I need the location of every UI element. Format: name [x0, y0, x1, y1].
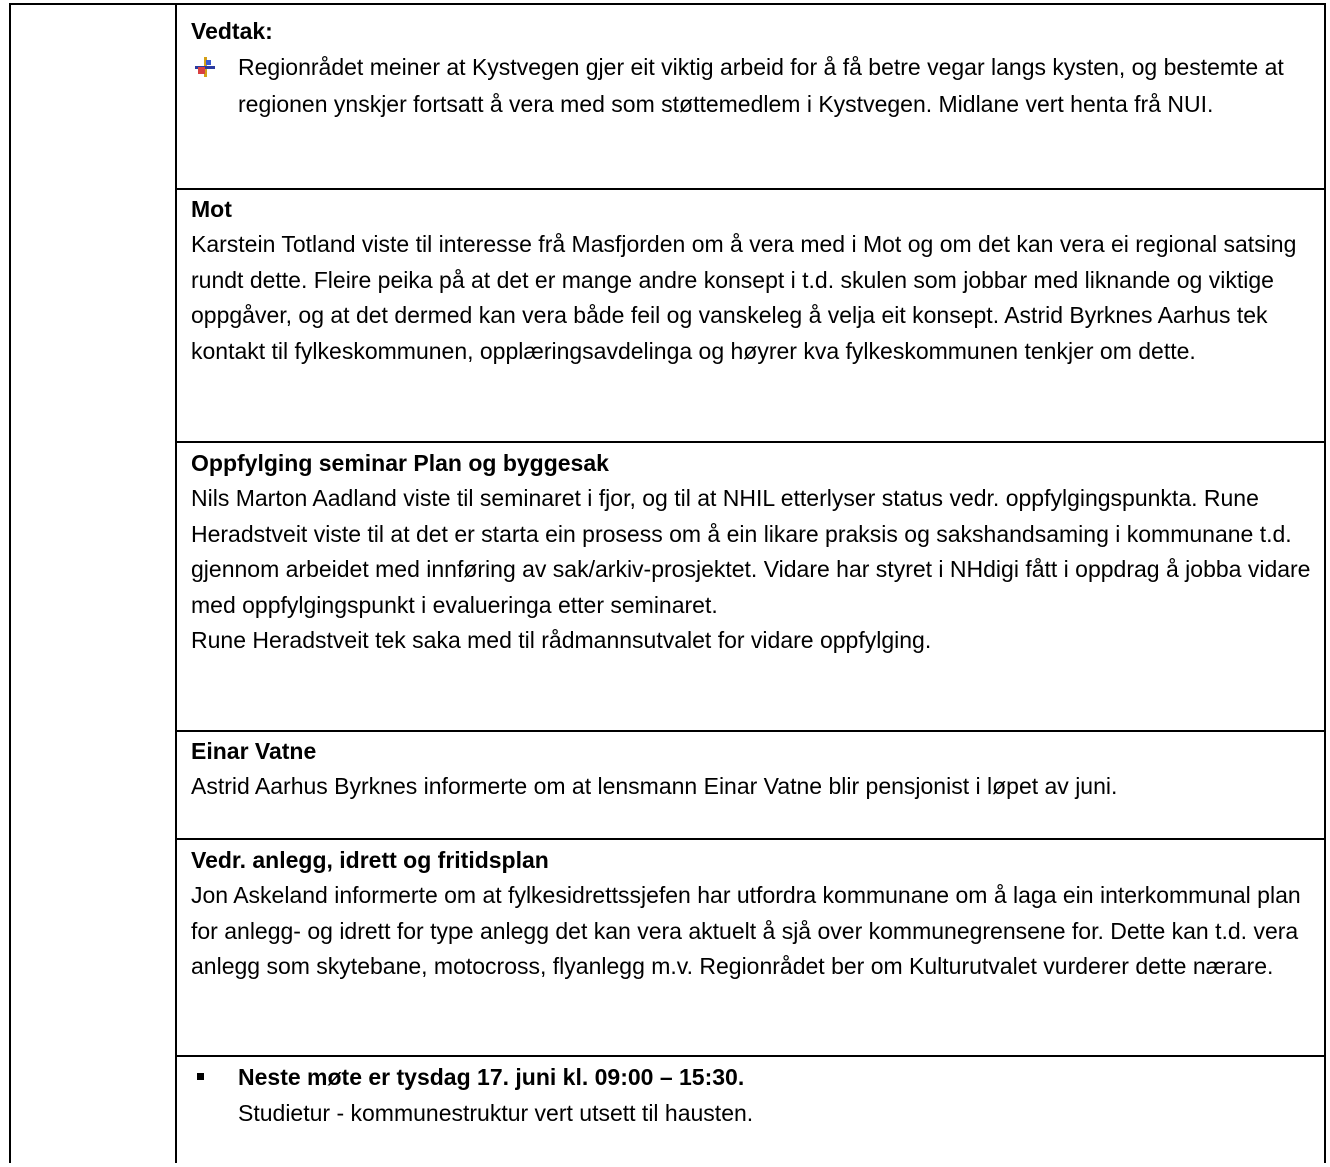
minutes-table: [9, 3, 1326, 1163]
anlegg-body: Jon Askeland informerte om at fylkesidrettssjefen har utfordra kommunane om å laga ein interkommunal plan for anlegg- og idrett for type anlegg det kan vera aktuelt å sjå over kommunegrensene for. Dette kan t.d. vera anlegg som skytebane, motocross, flyanlegg m.v. Regionrådet ber om Kulturutvalet vurderer dette nærare.: [191, 882, 1301, 979]
left-column: [11, 5, 177, 1163]
einar-heading: Einar Vatne: [191, 738, 317, 764]
neste-studietur: Studietur - kommunestruktur vert utsett til hausten.: [238, 1099, 754, 1126]
row-anlegg: [177, 840, 1324, 1057]
vedtak-bullet-item: [191, 49, 1314, 122]
neste-date: Neste møte er tysdag 17. juni kl. 09:00 – 15:30.: [238, 1064, 745, 1090]
square-bullet-icon: [197, 1073, 204, 1080]
row-vedtak: [177, 5, 1324, 190]
neste-bullet-item: [191, 1060, 1314, 1131]
mot-heading: Mot: [191, 196, 232, 222]
arrow-bullet-icon: [195, 57, 215, 77]
row-einar: [177, 732, 1324, 840]
oppfylging-heading: Oppfylging seminar Plan og byggesak: [191, 450, 609, 476]
vedtak-heading: Vedtak:: [191, 18, 273, 44]
anlegg-heading: Vedr. anlegg, idrett og fritidsplan: [191, 847, 549, 873]
einar-body: Astrid Aarhus Byrknes informerte om at lensmann Einar Vatne blir pensjonist i løpet av juni.: [191, 773, 1118, 799]
mot-body: Karstein Totland viste til interesse frå Masfjorden om å vera med i Mot og om det kan vera ei regional satsing rundt dette. Fleire peika på at det er mange andre konsept i t.d. skulen som jobbar med liknande og viktige oppgåver, og at det dermed kan vera både feil og vanskeleg å velja eit konsept. Astrid Byrknes Aarhus tek kontakt til fylkeskommunen, opplæringsavdelinga og høyrer kva fylkeskommunen tenkjer om dette.: [191, 231, 1297, 364]
oppfylging-followup: Rune Heradstveit tek saka med til rådmannsutvalet for vidare oppfylging.: [191, 627, 932, 653]
row-oppfylging: [177, 443, 1324, 732]
vedtak-text: Regionrådet meiner at Kystvegen gjer eit viktig arbeid for å få betre vegar langs kysten, og bestemte at regionen ynskjer fortsatt å vera med som støttemedlem i Kystvegen. Midlane vert henta frå NUI.: [238, 54, 1284, 117]
row-mot: [177, 190, 1324, 443]
oppfylging-body: Nils Marton Aadland viste til seminaret i fjor, og til at NHIL etterlyser status vedr. oppfylgingspunkta. Rune Heradstveit viste til at det er starta ein prosess om å ein likare praksis og sakshandsaming i kommunane t.d. gjennom arbeidet med innføring av sak/arkiv-prosjektet. Vidare har styret i NHdigi fått i oppdrag å jobba vidare med oppfylgingspunkt i evalueringa etter seminaret.: [191, 485, 1311, 618]
row-neste: [177, 1057, 1324, 1167]
